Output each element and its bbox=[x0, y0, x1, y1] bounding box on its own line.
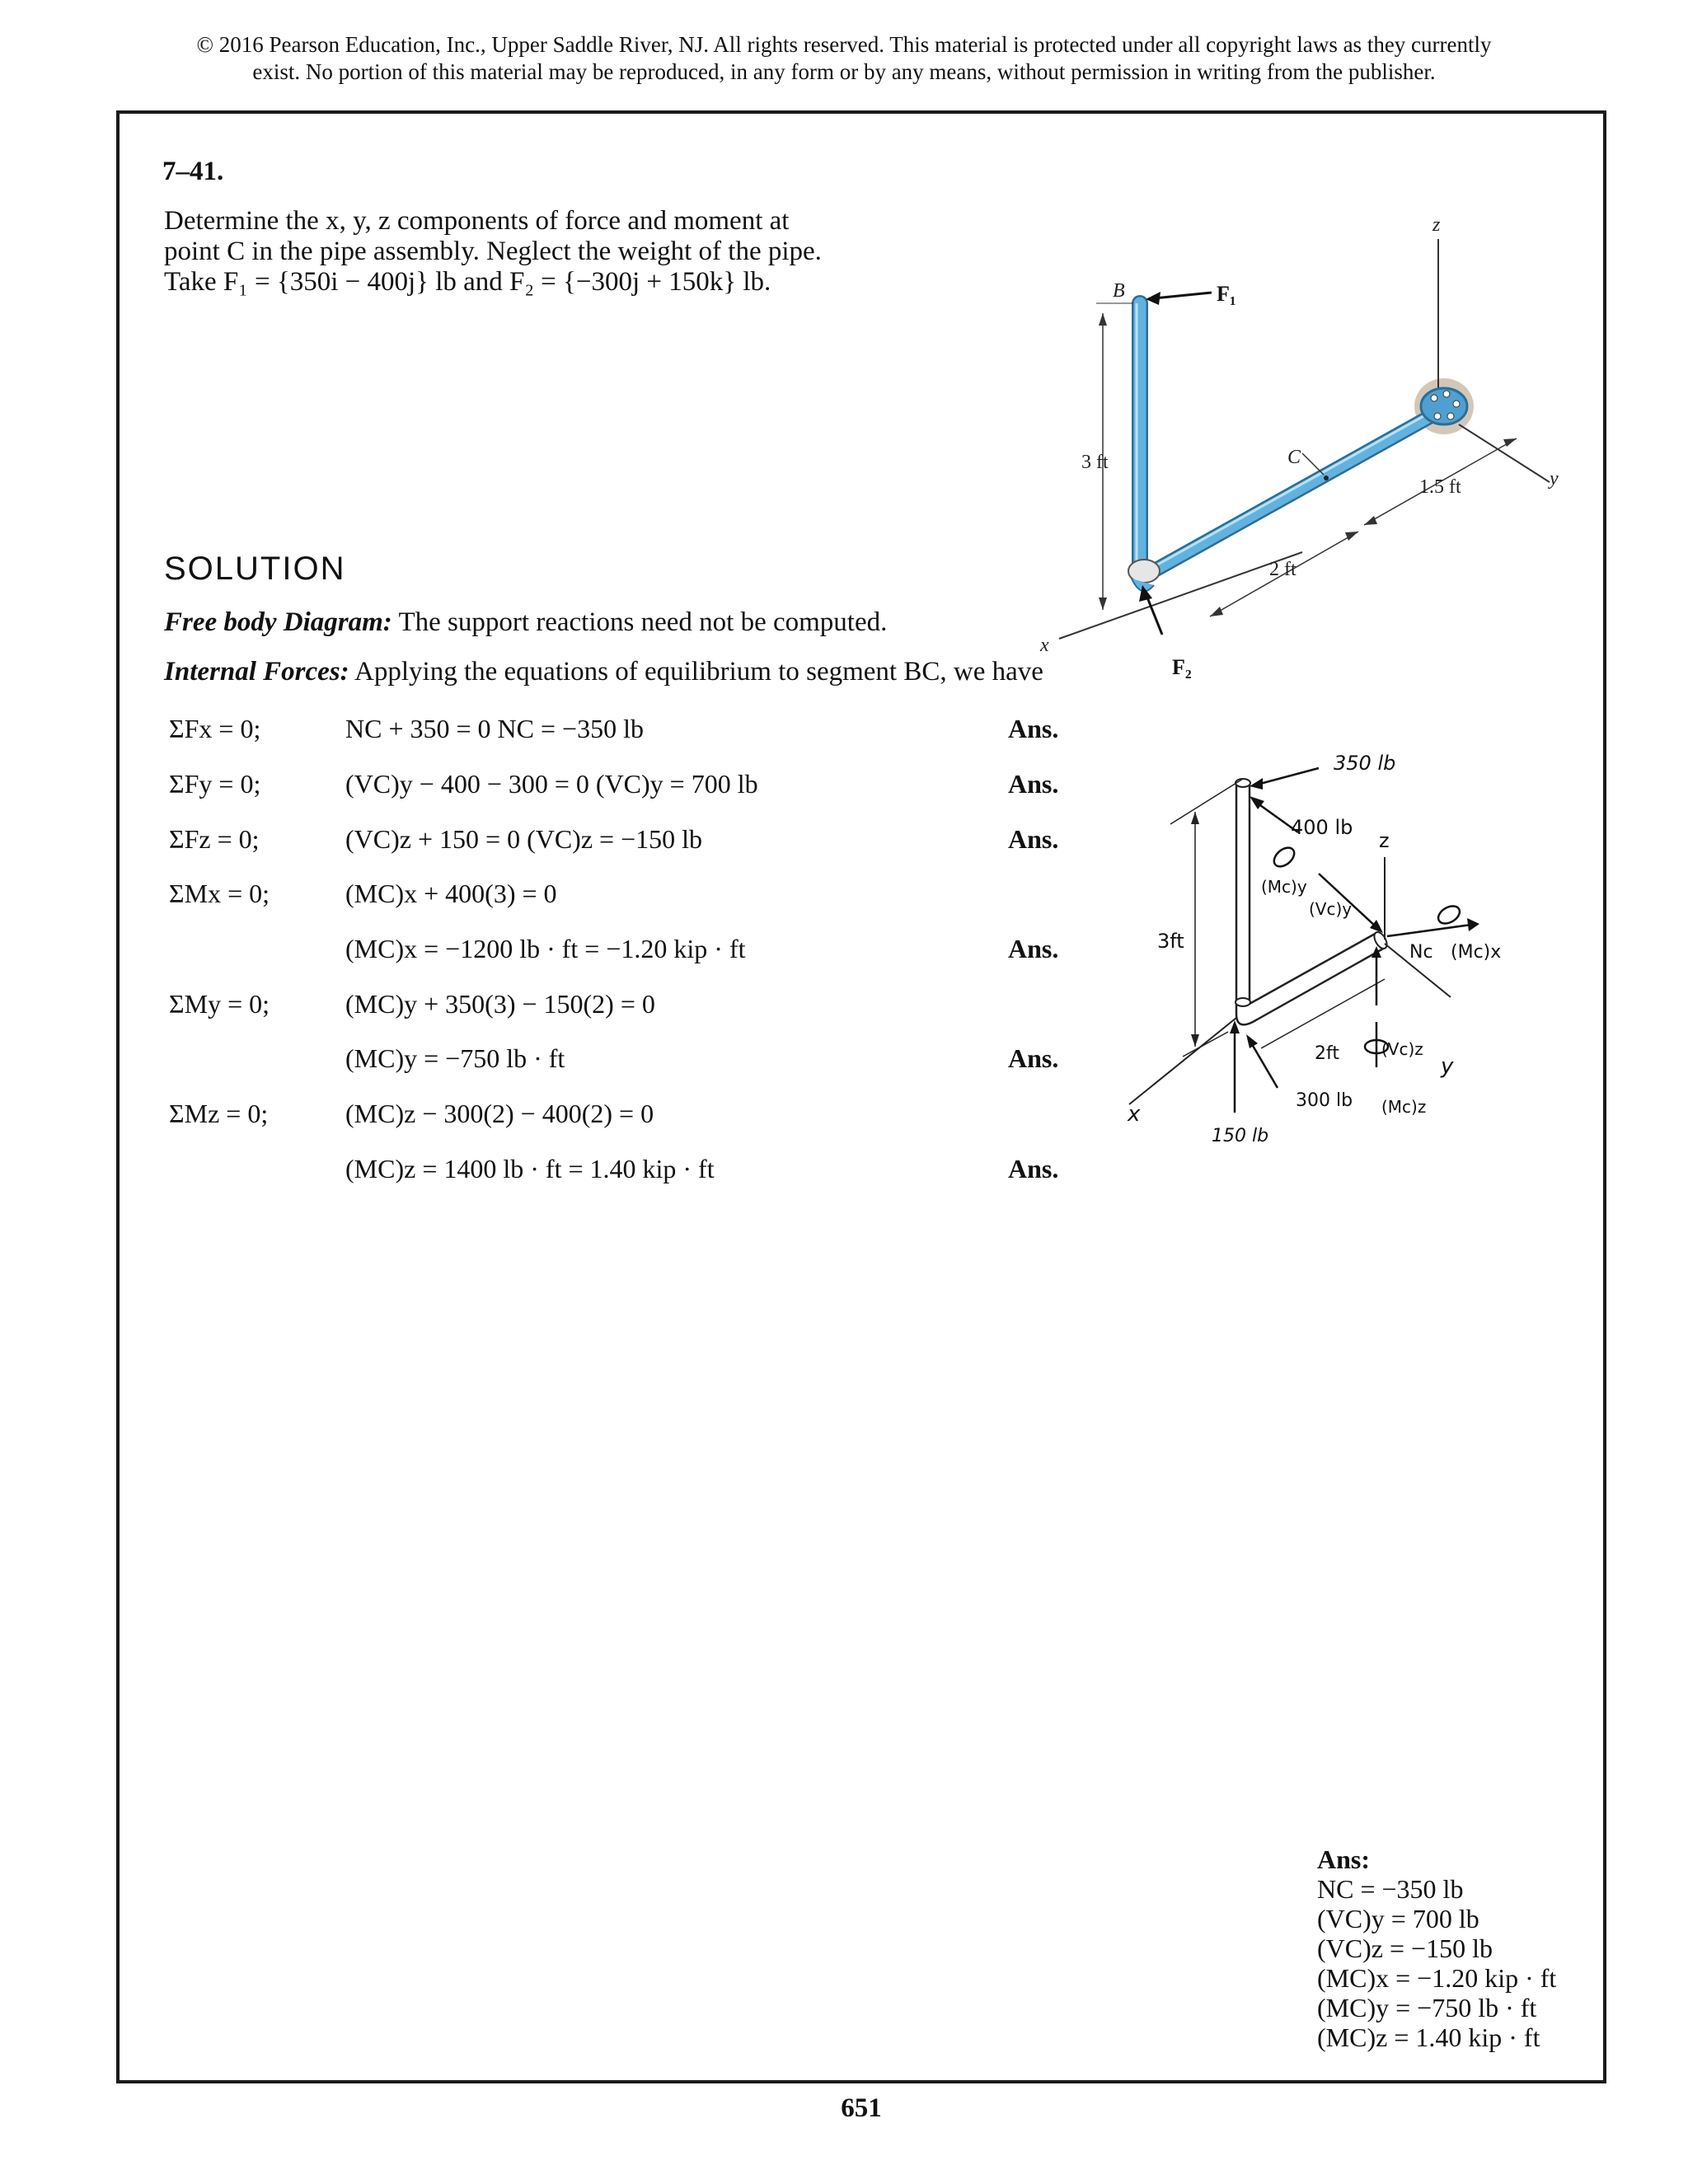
internal-forces-text: Applying the equations of equilibrium to segment BC, we have bbox=[349, 657, 1043, 687]
fbd-label-mcy: (Mc)y bbox=[1261, 877, 1307, 897]
fig1-dim-2ft: 2 ft bbox=[1269, 559, 1296, 580]
f2-arrow bbox=[1146, 593, 1162, 635]
fbd-dim-2ft-line bbox=[1261, 979, 1385, 1048]
copyright-line-2: exist. No portion of this material may be reproduced, in any form or by any means, without permission in writing from the publisher. bbox=[252, 59, 1436, 84]
equation-row bbox=[164, 769, 1071, 805]
equation-row bbox=[164, 989, 1071, 1025]
equation-body: (MC)y = −750 lb · ft bbox=[345, 1043, 565, 1073]
fig1-label-f2: F₂ bbox=[1172, 655, 1192, 679]
point-c-marker bbox=[1324, 476, 1329, 480]
equation-label: ΣFy = 0; bbox=[169, 769, 261, 799]
equation-body: (MC)z − 300(2) − 400(2) = 0 bbox=[345, 1099, 654, 1128]
fbd-lead: Free body Diagram: bbox=[164, 607, 392, 637]
fig1-dim-15ft: 1.5 ft bbox=[1419, 476, 1461, 498]
equation-body: (VC)z + 150 = 0 (VC)z = −150 lb bbox=[345, 824, 703, 854]
fbd-paragraph bbox=[164, 607, 887, 638]
fbd-label-300lb: 300 lb bbox=[1296, 1090, 1353, 1111]
fbd-moment-y-curl bbox=[1270, 844, 1297, 870]
equation-row bbox=[164, 1043, 1071, 1080]
equation-row bbox=[164, 1154, 1071, 1190]
fig1-label-x: x bbox=[1040, 635, 1049, 656]
fig1-label-b: B bbox=[1113, 280, 1125, 302]
fig1-label-z: z bbox=[1432, 214, 1441, 236]
fbd-moment-x-curl bbox=[1435, 902, 1462, 927]
fbd-horizontal-pipe-bottom bbox=[1253, 948, 1385, 1022]
page-number: 651 bbox=[841, 2093, 882, 2123]
equation-body: NC + 350 = 0 NC = −350 lb bbox=[345, 714, 644, 743]
equation-ans: Ans. bbox=[1008, 1043, 1059, 1073]
fbd-label-y: y bbox=[1441, 1054, 1454, 1079]
answer-item: (MC)y = −750 lb · ft bbox=[1317, 1993, 1537, 2022]
equation-body: (MC)z = 1400 lb · ft = 1.40 kip · ft bbox=[345, 1154, 715, 1183]
fbd-horizontal-pipe-top bbox=[1250, 933, 1376, 1004]
fbd-label-2ft: 2ft bbox=[1315, 1043, 1339, 1064]
answer-summary bbox=[1317, 1844, 1556, 2052]
fbd-label-3ft: 3ft bbox=[1157, 930, 1184, 953]
problem-statement bbox=[164, 206, 823, 298]
equation-row bbox=[164, 879, 1071, 915]
fbd-label-vcz: (Vc)z bbox=[1381, 1039, 1423, 1059]
copyright-notice bbox=[124, 31, 1564, 86]
fbd-label-x: x bbox=[1128, 1102, 1141, 1127]
fbd-label-vcy: (Vc)y bbox=[1309, 899, 1353, 919]
fbd-text: The support reactions need not be computed. bbox=[392, 607, 888, 637]
equation-ans: Ans. bbox=[1008, 1154, 1059, 1183]
equation-row bbox=[164, 714, 1071, 750]
equation-row bbox=[164, 824, 1071, 860]
answer-summary-heading: Ans: bbox=[1317, 1844, 1371, 1874]
pipe-assembly-figure bbox=[1022, 206, 1599, 701]
equation-ans: Ans. bbox=[1008, 769, 1059, 799]
answer-item: (MC)z = 1.40 kip · ft bbox=[1317, 2022, 1540, 2052]
fig1-dim-3ft: 3 ft bbox=[1081, 452, 1109, 473]
answer-item: (VC)z = −150 lb bbox=[1317, 1933, 1493, 1963]
f1-arrow bbox=[1154, 293, 1212, 298]
fbd-label-mcx: (Mc)x bbox=[1451, 942, 1502, 963]
internal-forces-paragraph bbox=[164, 657, 1043, 687]
equation-ans: Ans. bbox=[1008, 824, 1059, 854]
solution-heading: SOLUTION bbox=[164, 551, 346, 587]
fbd-label-nc: Nc bbox=[1409, 942, 1433, 963]
equation-label: ΣMx = 0; bbox=[169, 879, 270, 908]
fig1-label-y: y bbox=[1550, 468, 1559, 490]
answer-item: (VC)y = 700 lb bbox=[1317, 1904, 1479, 1933]
fbd-label-z: z bbox=[1379, 829, 1390, 852]
equation-body: (MC)x = −1200 lb · ft = −1.20 kip · ft bbox=[345, 934, 746, 963]
x-axis-line bbox=[1059, 552, 1302, 639]
fig1-label-c: C bbox=[1287, 447, 1301, 468]
free-body-diagram bbox=[1104, 742, 1566, 1170]
fbd-label-400lb: 400 lb bbox=[1291, 816, 1353, 839]
answer-item: (MC)x = −1.20 kip · ft bbox=[1317, 1963, 1557, 1993]
fig1-label-f1: F₁ bbox=[1217, 282, 1236, 306]
answer-item: NC = −350 lb bbox=[1317, 1874, 1464, 1904]
problem-number: 7–41. bbox=[162, 157, 224, 186]
equation-label: ΣFx = 0; bbox=[169, 714, 261, 743]
equation-label: ΣMz = 0; bbox=[169, 1099, 269, 1128]
equation-body: (MC)y + 350(3) − 150(2) = 0 bbox=[345, 989, 655, 1019]
equation-body: (MC)x + 400(3) = 0 bbox=[345, 879, 557, 908]
equation-body: (VC)y − 400 − 300 = 0 (VC)y = 700 lb bbox=[345, 769, 758, 799]
equation-ans: Ans. bbox=[1008, 714, 1059, 743]
equation-row bbox=[164, 934, 1071, 970]
copyright-line-1: © 2016 Pearson Education, Inc., Upper Saddle River, NJ. All rights reserved. This material is protected under all copyright laws as they currently bbox=[196, 32, 1492, 57]
fbd-label-350lb: 350 lb bbox=[1334, 752, 1396, 775]
equation-row bbox=[164, 1099, 1071, 1135]
fbd-label-150lb: 150 lb bbox=[1212, 1126, 1269, 1146]
equation-label: ΣMy = 0; bbox=[169, 989, 270, 1019]
problem-line-1: Determine the x, y, z components of force and moment at bbox=[164, 206, 790, 236]
fbd-label-mcz: (Mc)z bbox=[1381, 1097, 1427, 1117]
y-axis-line bbox=[1459, 424, 1550, 482]
internal-forces-lead: Internal Forces: bbox=[164, 657, 349, 687]
equation-ans: Ans. bbox=[1008, 934, 1059, 963]
equation-label: ΣFz = 0; bbox=[169, 824, 260, 854]
problem-line-3: Take F₁ = {350i − 400j} lb and F₂ = {−300j + 150k} lb. bbox=[164, 267, 771, 297]
problem-line-2: point C in the pipe assembly. Neglect the weight of the pipe. bbox=[164, 237, 822, 266]
